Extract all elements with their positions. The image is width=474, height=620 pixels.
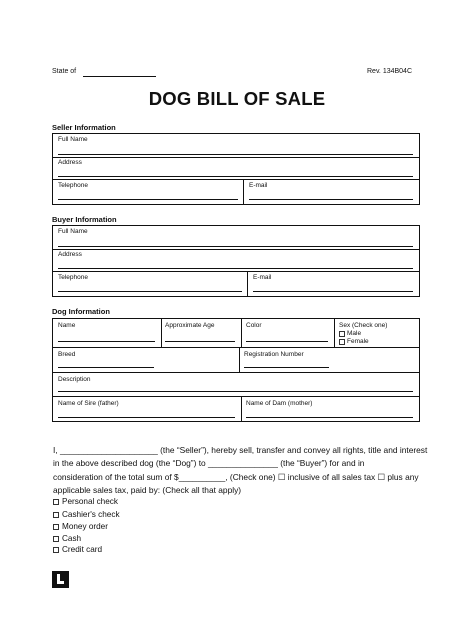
checkbox-icon	[53, 536, 59, 542]
agreement-line-1: I, _____________________ (the “Seller”), hereby sell, transfer and convey all rights, title and interest	[53, 445, 428, 455]
dog-age-field[interactable]	[165, 341, 235, 342]
buyer-box	[52, 225, 420, 297]
checkbox-icon	[339, 331, 345, 337]
seller-telephone-field[interactable]	[58, 199, 238, 200]
dog-sire-label: Name of Sire (father)	[58, 400, 119, 407]
dog-name-label: Name	[58, 322, 76, 329]
dog-sex-label: Sex (Check one)	[339, 322, 388, 329]
seller-email-field[interactable]	[249, 199, 413, 200]
dog-registration-label: Registration Number	[244, 351, 304, 358]
dog-name-field[interactable]	[58, 341, 155, 342]
seller-address-label: Address	[58, 159, 82, 166]
female-checkbox[interactable]	[339, 338, 369, 345]
dog-dam-label: Name of Dam (mother)	[246, 400, 313, 407]
agreement-paragraph	[53, 444, 433, 497]
seller-full-name-field[interactable]	[58, 154, 413, 155]
agreement-line-4: applicable sales tax, paid by: (Check all that apply)	[53, 484, 242, 495]
buyer-telephone-label: Telephone	[58, 274, 88, 281]
checkbox-icon	[53, 512, 59, 518]
dog-description-label: Description	[58, 376, 91, 383]
payment-option-personal-check[interactable]	[53, 497, 118, 506]
dog-sire-field[interactable]	[58, 417, 235, 418]
dog-color-label: Color	[246, 322, 262, 329]
buyer-telephone-field[interactable]	[58, 291, 242, 292]
dog-color-field[interactable]	[246, 341, 328, 342]
revision-number: Rev. 134B04C	[367, 68, 413, 75]
female-label: Female	[347, 338, 369, 345]
buyer-address-field[interactable]	[58, 268, 413, 269]
checkbox-icon	[53, 524, 59, 530]
payment-option-label: Cash	[62, 534, 82, 543]
checkbox-icon	[339, 339, 345, 345]
buyer-address-label: Address	[58, 251, 82, 258]
checkbox-icon	[53, 547, 59, 553]
dog-age-label: Approximate Age	[165, 322, 215, 329]
male-checkbox[interactable]	[339, 330, 361, 337]
buyer-email-label: E-mail	[253, 274, 272, 281]
payment-option-label: Personal check	[62, 497, 118, 506]
agreement-line-3: consideration of the total sum of $__________, (Check one) ☐ inclusive of all sales tax ☐ plus any	[53, 471, 419, 482]
dog-registration-field[interactable]	[244, 367, 329, 368]
dog-description-field[interactable]	[58, 391, 413, 392]
logo-icon	[52, 571, 69, 588]
dog-breed-field[interactable]	[58, 367, 154, 368]
payment-option-cash[interactable]	[53, 534, 81, 543]
seller-full-name-label: Full Name	[58, 136, 88, 143]
seller-box	[52, 133, 420, 205]
dog-dam-field[interactable]	[246, 417, 413, 418]
checkbox-icon	[53, 499, 59, 505]
buyer-section-title: Buyer Information	[52, 215, 117, 224]
state-label: State of	[52, 68, 77, 75]
payment-option-cashiers-check[interactable]	[53, 510, 120, 519]
dog-box	[52, 318, 420, 422]
seller-email-label: E-mail	[249, 182, 268, 189]
payment-option-credit-card[interactable]	[53, 545, 102, 554]
payment-option-money-order[interactable]	[53, 522, 108, 531]
payment-option-label: Credit card	[62, 545, 103, 554]
buyer-full-name-field[interactable]	[58, 246, 413, 247]
state-field[interactable]	[83, 76, 156, 77]
seller-telephone-label: Telephone	[58, 182, 88, 189]
seller-address-field[interactable]	[58, 176, 413, 177]
payment-option-label: Cashier's check	[62, 510, 120, 519]
agreement-line-2: in the above described dog (the “Dog”) to _______________ (the “Buyer”) for and in	[53, 458, 365, 469]
dog-breed-label: Breed	[58, 351, 76, 358]
buyer-email-field[interactable]	[253, 291, 413, 292]
payment-option-label: Money order	[62, 522, 108, 531]
buyer-full-name-label: Full Name	[58, 228, 88, 235]
male-label: Male	[347, 330, 362, 337]
seller-section-title: Seller Information	[52, 123, 116, 132]
dog-section-title: Dog Information	[52, 307, 110, 316]
page-title: DOG BILL OF SALE	[148, 88, 326, 109]
